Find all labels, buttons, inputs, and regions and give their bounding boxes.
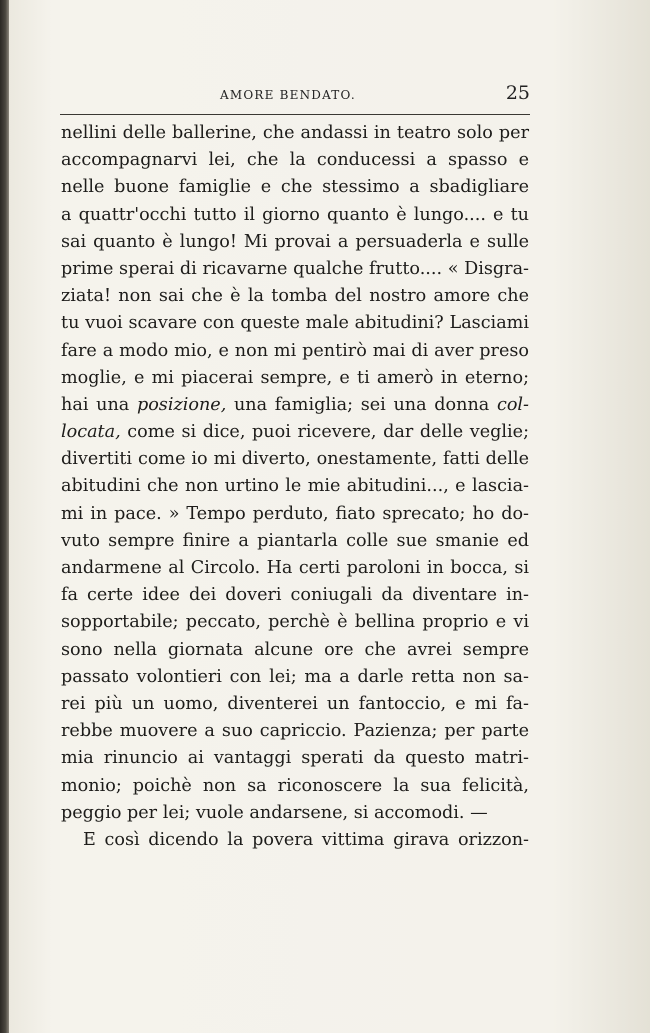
- italic-word: locata,: [61, 422, 121, 443]
- body-text: [61, 120, 529, 854]
- book-spine-edge: [0, 0, 9, 1033]
- text-line: sopportabile; peccato, perchè è bellina proprio e vi: [61, 612, 529, 633]
- text-line: E così dicendo la povera vittima girava orizzon-: [83, 829, 529, 850]
- text-line: nellini delle ballerine, che andassi in teatro solo per: [61, 123, 529, 143]
- page-number: 25: [505, 82, 530, 104]
- running-title: AMORE BENDATO.: [220, 88, 356, 102]
- text-line: ziata! non sai che è la tomba del nostro amore che: [61, 286, 529, 307]
- text-line: mi in pace. » Tempo perduto, fiato sprecato; ho do-: [61, 503, 529, 524]
- text-line: andarmene al Circolo. Ha certi paroloni in bocca, si: [61, 558, 529, 578]
- text-line: sono nella giornata alcune ore che avrei sempre: [61, 639, 529, 660]
- text-line: nelle buone famiglie e che stessimo a sbadigliare: [61, 177, 529, 198]
- text-line: tu vuoi scavare con queste male abitudini? Lasciami: [61, 313, 529, 334]
- text-line: peggio per lei; vuole andarsene, si accomodi. —: [61, 802, 488, 823]
- text-line: divertiti come io mi diverto, onestamente, fatti delle: [61, 449, 529, 470]
- text-line: rebbe muovere a suo capriccio. Pazienza; per parte: [61, 721, 529, 742]
- text-line: prime sperai di ricavarne qualche frutto.... « Disgra-: [61, 258, 529, 279]
- text-line: mia rinuncio ai vantaggi sperati da questo matri-: [61, 748, 529, 769]
- header-rule: [60, 114, 530, 115]
- text-line: accompagnarvi lei, che la conducessi a spasso e: [61, 150, 529, 171]
- text-line: [61, 392, 529, 419]
- italic-word: col-: [496, 394, 529, 415]
- text-line: sai quanto è lungo! Mi provai a persuaderla e sulle: [61, 231, 529, 252]
- text-line: rei più un uomo, diventerei un fantoccio, e mi fa-: [61, 693, 529, 714]
- text-line: vuto sempre finire a piantarla colle sue smanie ed: [61, 530, 529, 551]
- text-line: moglie, e mi piacerai sempre, e ti amerò in eterno;: [61, 367, 529, 388]
- text-line: monio; poichè non sa riconoscere la sua felicità,: [61, 775, 529, 796]
- text-line: passato volontieri con lei; ma a darle retta non sa-: [61, 666, 529, 687]
- text-segment: come si dice, puoi ricevere, dar delle veglie;: [120, 422, 529, 443]
- text-line: [61, 419, 529, 446]
- italic-word: posizione,: [136, 394, 227, 415]
- text-line: a quattr'occhi tutto il giorno quanto è lungo.... e tu: [61, 204, 529, 225]
- text-segment: hai una: [61, 394, 137, 415]
- text-segment: una famiglia; sei una donna: [226, 394, 497, 415]
- text-line: abitudini che non urtino le mie abitudini..., e lascia-: [61, 476, 529, 497]
- page-header: [60, 82, 530, 106]
- text-line: fa certe idee dei doveri coniugali da diventare in-: [61, 585, 529, 606]
- text-line: fare a modo mio, e non mi pentirò mai di aver preso: [61, 340, 529, 361]
